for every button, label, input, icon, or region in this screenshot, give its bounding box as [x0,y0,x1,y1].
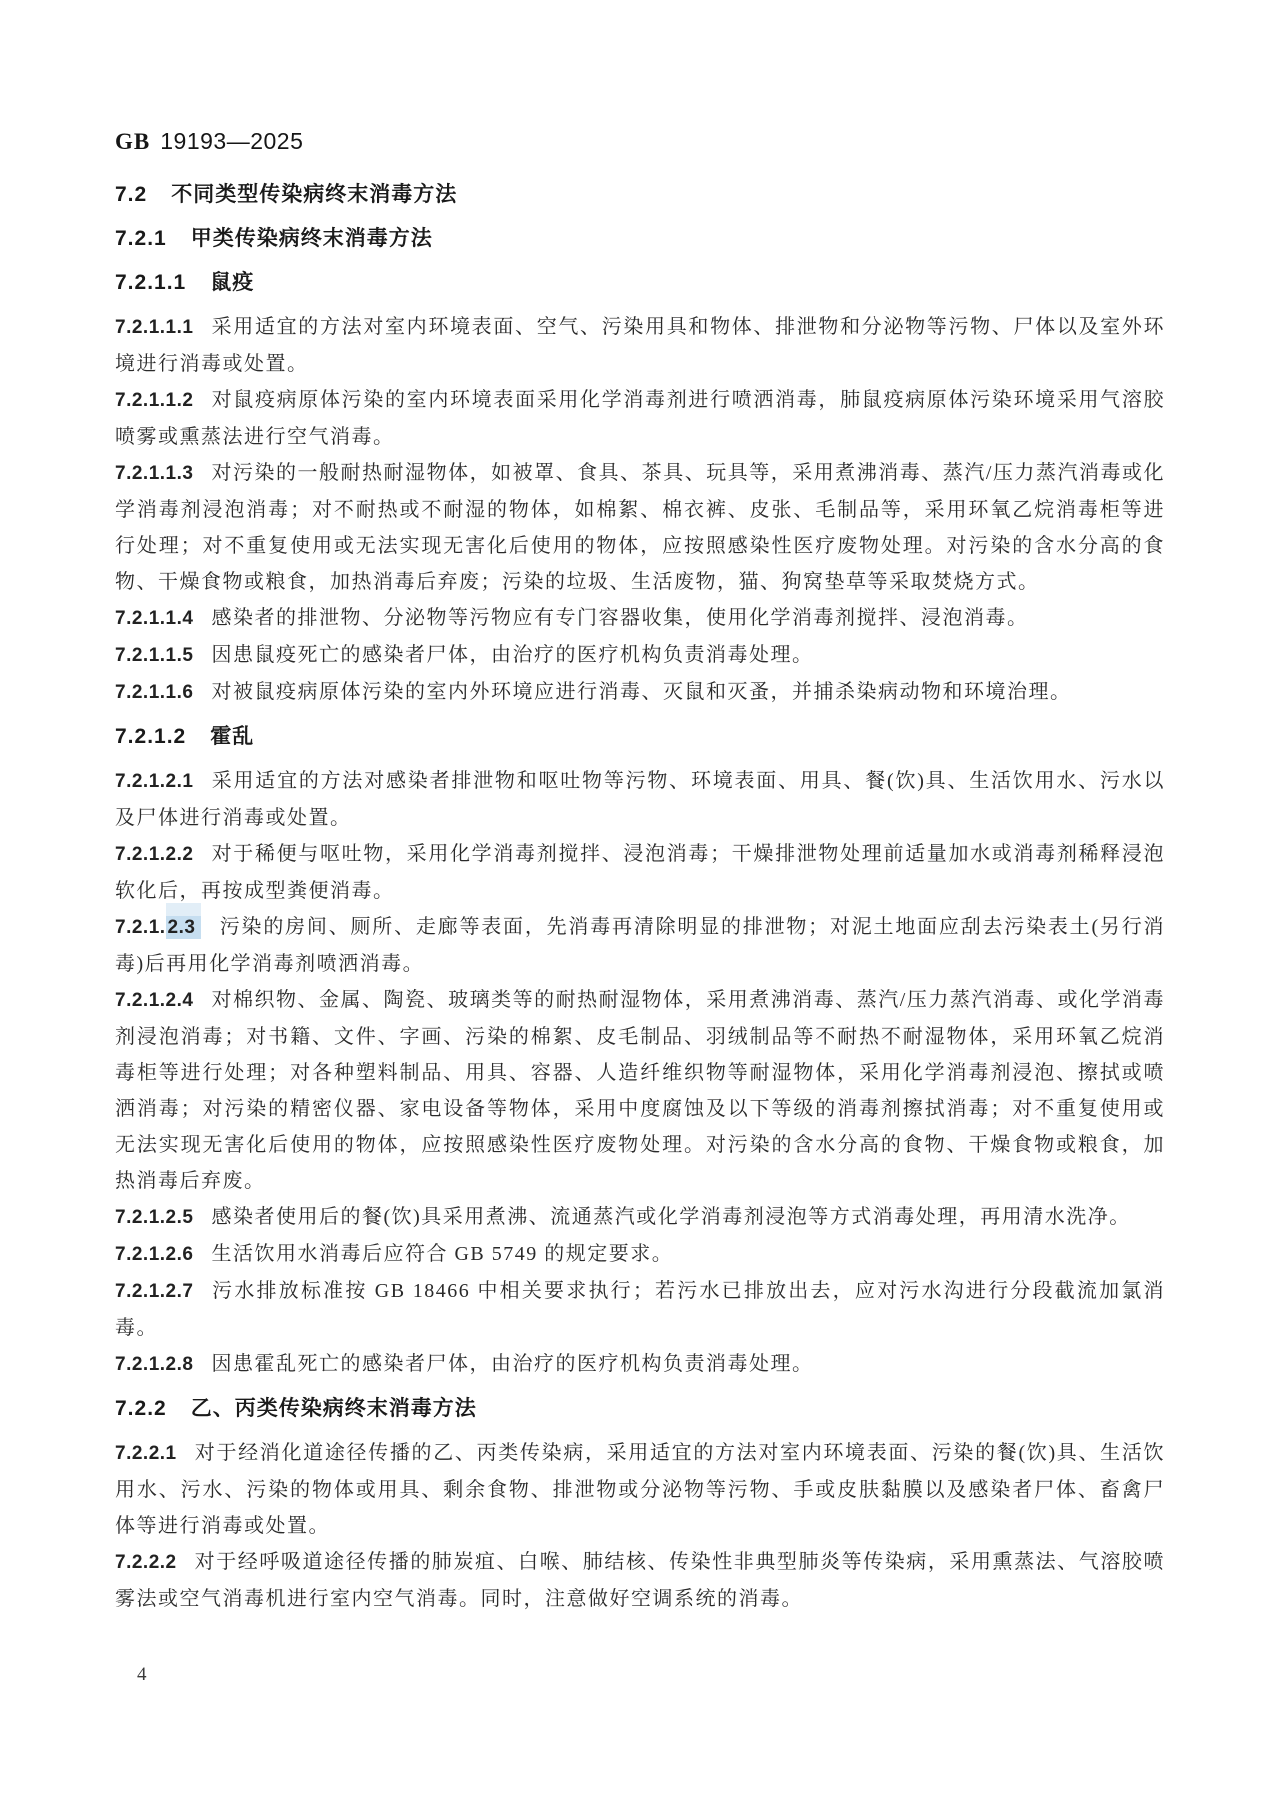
section-number: 7.2.1.2 [115,725,187,748]
clause-text: 对污染的一般耐热耐湿物体，如被罩、食具、茶具、玩具等，采用煮沸消毒、蒸汽/压力蒸汽消毒或化学消毒剂浸泡消毒；对不耐热或不耐湿的物体，如棉絮、棉衣裤、皮张、毛制品等，采用环氧乙烷消毒柜等进行处理；对不重复使用或无法实现无害化后使用的物体，应按照感染性医疗废物处理。对污染的含水分高的食物、干燥食物或粮食，加热消毒后弃废；污染的垃圾、生活废物，猫、狗窝垫草等采取焚烧方式。 [115,462,1165,593]
clause-text: 采用适宜的方法对室内环境表面、空气、污染用具和物体、排泄物和分泌物等污物、尸体以及室外环境进行消毒或处置。 [115,316,1165,375]
clause-number: 7.2.1.1.6 [115,682,194,703]
clause-number: 7.2.1.2.2 [115,844,194,865]
clause-number: 7.2.2.1 [115,1443,177,1464]
clause-7-2-1-1-5 [115,637,1165,674]
clause-text: 因患霍乱死亡的感染者尸体，由治疗的医疗机构负责消毒处理。 [211,1353,814,1375]
clause-7-2-1-2-1 [115,763,1165,836]
clause-number: 7.2.1.1.5 [115,645,194,666]
clause-7-2-2-2 [115,1544,1165,1617]
section-number: 7.2.1.1 [115,271,187,294]
section-heading-7-2 [115,177,1165,213]
clause-text: 污染的房间、厕所、走廊等表面，先消毒再清除明显的排泄物；对泥土地面应刮去污染表土(另行消毒)后再用化学消毒剂喷洒消毒。 [115,916,1165,975]
section-title: 不同类型传染病终末消毒方法 [171,183,458,206]
standard-header [115,128,1165,155]
section-heading-7-2-2 [115,1391,1165,1427]
section-title: 甲类传染病终末消毒方法 [190,227,433,250]
clause-number [115,917,201,938]
section-number: 7.2.2 [115,1397,167,1420]
clause-text: 对于稀便与呕吐物，采用化学消毒剂搅拌、浸泡消毒；干燥排泄物处理前适量加水或消毒剂稀释浸泡软化后，再按成型粪便消毒。 [115,843,1165,902]
clause-number: 7.2.1.1.2 [115,390,194,411]
clause-number: 7.2.1.2.6 [115,1244,194,1265]
clause-number-part: 7.2.1. [115,917,166,938]
clause-number: 7.2.1.2.8 [115,1354,194,1375]
section-title: 鼠疫 [210,271,255,294]
clause-7-2-1-1-4 [115,600,1165,637]
page-number: 4 [137,1664,147,1685]
selection-highlight: 2.3 [166,916,202,939]
clause-7-2-1-1-3 [115,455,1165,600]
section-number: 7.2.1 [115,227,167,250]
clause-7-2-1-2-6 [115,1236,1165,1273]
clause-7-2-1-1-1 [115,309,1165,382]
section-title: 乙、丙类传染病终末消毒方法 [190,1397,477,1420]
clause-7-2-1-2-5 [115,1199,1165,1236]
standard-prefix: GB [115,129,151,154]
clause-7-2-1-2-4 [115,982,1165,1199]
clause-text: 对于经呼吸道途径传播的肺炭疽、白喉、肺结核、传染性非典型肺炎等传染病，采用熏蒸法、气溶胶喷雾法或空气消毒机进行室内空气消毒。同时，注意做好空调系统的消毒。 [115,1551,1165,1610]
clause-number: 7.2.1.1.1 [115,317,194,338]
clause-7-2-1-2-2 [115,836,1165,909]
clause-number: 7.2.1.2.4 [115,990,194,1011]
section-heading-7-2-1-1 [115,265,1165,301]
clause-7-2-1-2-3 [115,909,1165,982]
clause-number: 7.2.1.2.7 [115,1281,194,1302]
clause-text: 因患鼠疫死亡的感染者尸体，由治疗的医疗机构负责消毒处理。 [211,644,814,666]
section-heading-7-2-1 [115,221,1165,257]
clause-text: 对被鼠疫病原体污染的室内外环境应进行消毒、灭鼠和灭蚤，并捕杀染病动物和环境治理。 [211,681,1072,703]
clause-number: 7.2.1.2.5 [115,1207,194,1228]
clause-7-2-1-1-2 [115,382,1165,455]
clause-text: 污水排放标准按 GB 18466 中相关要求执行；若污水已排放出去，应对污水沟进行分段截流加氯消毒。 [115,1280,1165,1339]
clause-text: 采用适宜的方法对感染者排泄物和呕吐物等污物、环境表面、用具、餐(饮)具、生活饮用水、污水以及尸体进行消毒或处置。 [115,770,1165,829]
clause-number: 7.2.1.1.3 [115,463,194,484]
clause-text: 感染者的排泄物、分泌物等污物应有专门容器收集，使用化学消毒剂搅拌、浸泡消毒。 [211,607,1029,629]
standard-number: 19193—2025 [160,128,304,154]
clause-text: 生活饮用水消毒后应符合 GB 5749 的规定要求。 [211,1243,674,1265]
clause-7-2-1-1-6 [115,674,1165,711]
clause-text: 对于经消化道途径传播的乙、丙类传染病，采用适宜的方法对室内环境表面、污染的餐(饮)具、生活饮用水、污水、污染的物体或用具、剩余食物、排泄物或分泌物等污物、手或皮肤黏膜以及感染者尸体、畜禽尸体等进行消毒或处置。 [115,1442,1165,1537]
clause-7-2-1-2-8 [115,1346,1165,1383]
clause-text: 对棉织物、金属、陶瓷、玻璃类等的耐热耐湿物体，采用煮沸消毒、蒸汽/压力蒸汽消毒、或化学消毒剂浸泡消毒；对书籍、文件、字画、污染的棉絮、皮毛制品、羽绒制品等不耐热不耐湿物体，采用环氧乙烷消毒柜等进行处理；对各种塑料制品、用具、容器、人造纤维织物等耐湿物体，采用化学消毒剂浸泡、擦拭或喷洒消毒；对污染的精密仪器、家电设备等物体，采用中度腐蚀及以下等级的消毒剂擦拭消毒；对不重复使用或无法实现无害化后使用的物体，应按照感染性医疗废物处理。对污染的含水分高的食物、干燥食物或粮食，加热消毒后弃废。 [115,989,1165,1192]
clause-7-2-1-2-7 [115,1273,1165,1346]
section-heading-7-2-1-2 [115,719,1165,755]
section-title: 霍乱 [210,725,255,748]
clause-7-2-2-1 [115,1435,1165,1544]
clause-text: 对鼠疫病原体污染的室内环境表面采用化学消毒剂进行喷洒消毒，肺鼠疫病原体污染环境采用气溶胶喷雾或熏蒸法进行空气消毒。 [115,389,1165,448]
clause-number: 7.2.1.1.4 [115,608,194,629]
clause-text: 感染者使用后的餐(饮)具采用煮沸、流通蒸汽或化学消毒剂浸泡等方式消毒处理，再用清水洗净。 [211,1206,1131,1228]
clause-number: 7.2.2.2 [115,1552,177,1573]
clause-number: 7.2.1.2.1 [115,771,194,792]
section-number: 7.2 [115,183,148,206]
